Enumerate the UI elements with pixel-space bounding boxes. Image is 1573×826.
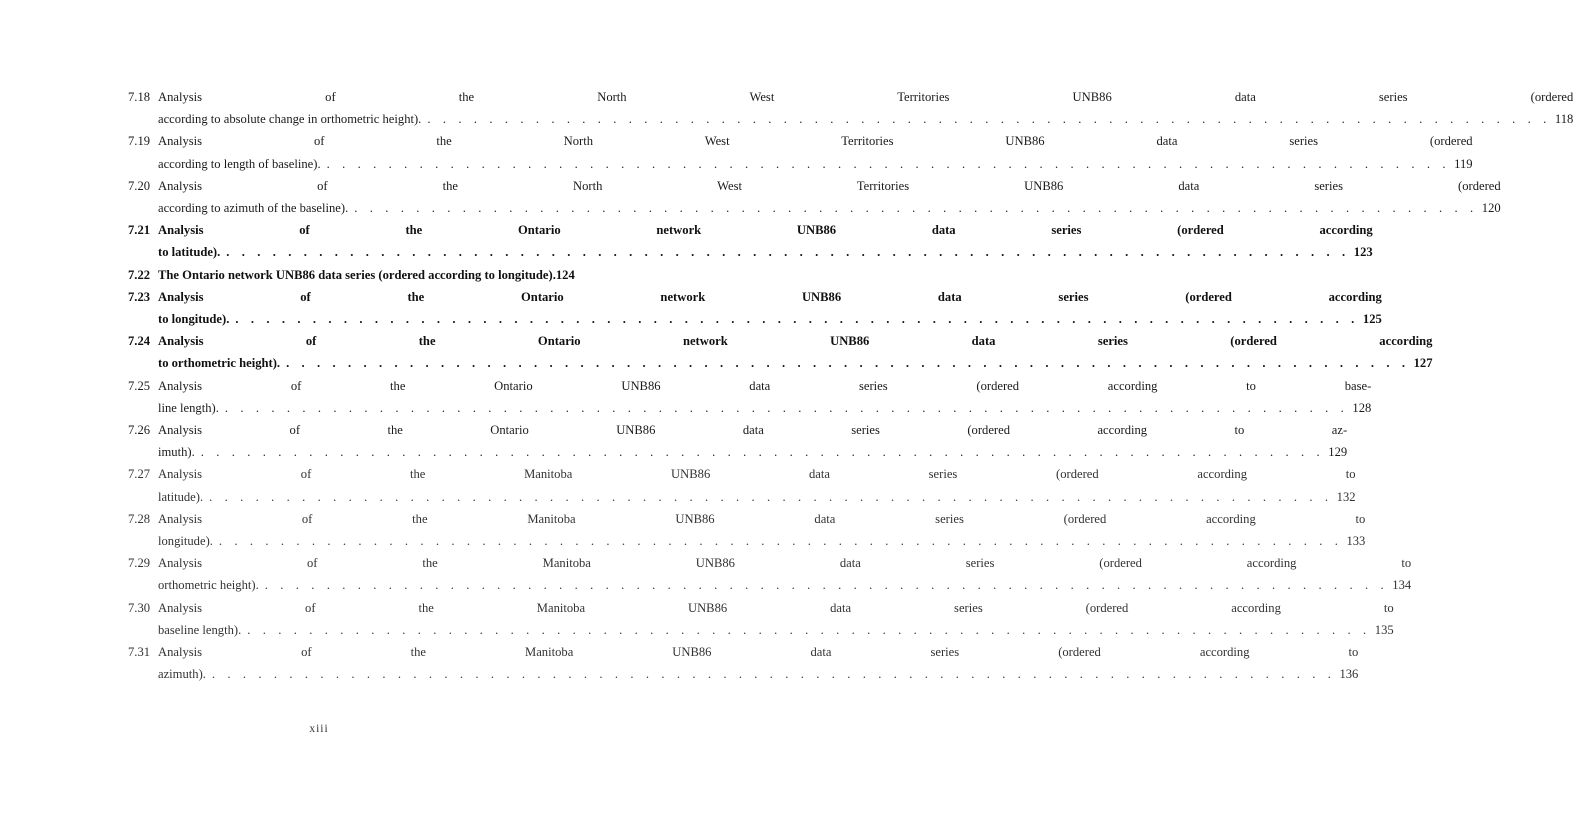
page-number: 129 [1328,445,1348,460]
entry-title-continued: longitude). [158,534,213,549]
page-number: 135 [1374,622,1394,637]
page-number: 120 [1481,201,1501,216]
entry-title: The Ontario network UNB86 data series (ordered according to longitude). [158,267,556,282]
toc-entry-7-31 [128,641,1359,685]
toc-entry-7-18 [128,86,1573,130]
entry-title: Analysis of the Ontario UNB86 data series (ordered according to az- [158,423,1348,438]
page-number: 123 [1353,245,1373,260]
dot-leader [220,241,1350,263]
dot-leader [206,663,1336,685]
entry-title-continued: orthometric height). [158,578,259,593]
entry-title: Analysis of the North West Territories UNB86 data series (ordered [158,178,1501,193]
entry-title-continued: to longitude). [158,312,230,327]
entry-title: Analysis of the Ontario network UNB86 data series (ordered according [158,289,1382,304]
entry-number: 7.25 [128,378,151,393]
entry-title: Analysis of the Manitoba UNB86 data series (ordered according to [158,467,1356,482]
page-number: 119 [1454,156,1473,171]
entry-number: 7.22 [128,267,151,282]
entry-title: Analysis of the Ontario network UNB86 data series (ordered according [158,334,1433,349]
page-number: 118 [1554,112,1573,127]
toc-entry-7-27 [128,463,1356,507]
page-number: 128 [1352,400,1372,415]
page-number: 132 [1336,489,1356,504]
dot-leader [321,153,1451,175]
toc-entry-7-28 [128,508,1366,552]
entry-title-continued: according to azimuth of the baseline). [158,201,349,216]
toc-entry-7-29 [128,552,1412,596]
entry-number: 7.30 [128,600,151,615]
entry-title-continued: according to absolute change in orthometric height). [158,112,422,127]
toc-entry-7-20 [128,175,1501,219]
dot-leader [348,197,1478,219]
entry-title: Analysis of the North West Territories UNB86 data series (ordered [158,134,1473,149]
entry-title: Analysis of the Ontario UNB86 data series (ordered according to base- [158,378,1372,393]
dot-leader [280,352,1410,374]
entry-number: 7.18 [128,90,151,104]
entry-title-continued: azimuth). [158,667,206,682]
entry-number: 7.27 [128,467,151,482]
page-number: 124 [555,267,575,282]
entry-number: 7.28 [128,511,151,526]
entry-number: 7.19 [128,134,151,149]
entry-title-continued: baseline length). [158,622,242,637]
entry-number: 7.23 [128,289,151,304]
dot-leader [203,486,1333,508]
entry-number: 7.29 [128,556,151,571]
page-number: 127 [1413,356,1433,371]
toc-entry-7-21 [128,219,1373,263]
entry-title-continued: to orthometric height). [158,356,281,371]
page-number: 136 [1339,667,1359,682]
entry-title: Analysis of the Manitoba UNB86 data series (ordered according to [158,511,1366,526]
dot-leader [241,619,1371,641]
dot-leader [259,574,1389,596]
page-folio: xiii [309,723,329,735]
entry-number: 7.24 [128,334,151,349]
entry-number: 7.20 [128,178,151,193]
toc-entry-7-24 [128,330,1433,374]
dot-leader [421,108,1551,130]
entry-number: 7.21 [128,223,151,238]
entry-title: Analysis of the Manitoba UNB86 data series (ordered according to [158,556,1412,571]
entry-title-continued: latitude). [158,489,204,504]
list-of-figures [128,86,1573,685]
toc-entry-7-30 [128,597,1394,641]
entry-title-continued: according to length of baseline). [158,156,321,171]
dot-leader [219,397,1349,419]
entry-number: 7.26 [128,423,151,438]
dot-leader [195,441,1325,463]
entry-title: Analysis of the Ontario network UNB86 data series (ordered according [158,223,1373,238]
page-number: 125 [1362,312,1382,327]
entry-title: Analysis of the Manitoba UNB86 data series (ordered according to [158,645,1359,660]
dot-leader [213,530,1343,552]
page-number: 133 [1346,534,1366,549]
toc-entry-7-19 [128,130,1473,174]
entry-title-continued: to latitude). [158,245,221,260]
toc-entry-7-25 [128,375,1372,419]
toc-entry-7-26 [128,419,1348,463]
entry-title: Analysis of the North West Territories UNB86 data series (ordered [158,90,1573,104]
entry-number: 7.31 [128,645,151,660]
entry-title-continued: imuth). [158,445,195,460]
entry-title: Analysis of the Manitoba UNB86 data series (ordered according to [158,600,1394,615]
toc-entry-7-22 [128,264,575,286]
toc-entry-7-23 [128,286,1382,330]
entry-title-continued: line length). [158,400,219,415]
dot-leader [229,308,1359,330]
page-number: 134 [1392,578,1412,593]
